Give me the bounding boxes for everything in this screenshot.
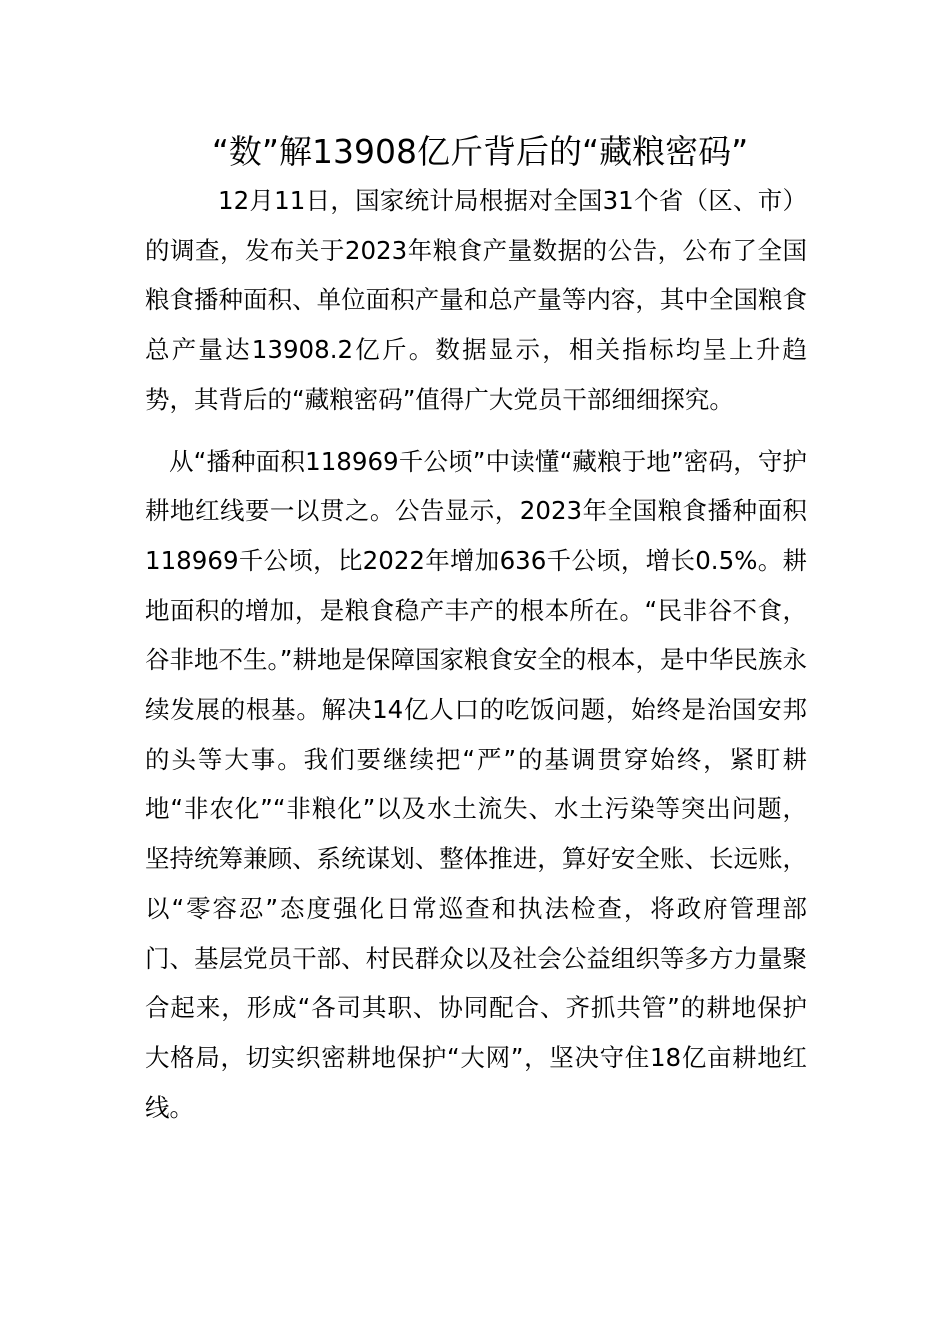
document-title: “数”解13908亿斤背后的“藏粮密码” xyxy=(211,132,749,171)
paragraph-intro: 12月11日，国家统计局根据对全国31个省（区、市）的调查，发布关于2023年粮食产量数据的公告，公布了全国粮食播种面积、单位面积产量和总产量等内容，其中全国粮食总产量达13908.2亿斤。数据显示，相关指标均呈上升趋势，其背后的“藏粮密码”值得广大党员干部细细探究。 xyxy=(145,186,807,414)
document-body xyxy=(145,176,807,1132)
paragraph-farmland: 从“播种面积118969千公顷”中读懂“藏粮于地”密码，守护耕地红线要一以贯之。公告显示，2023年全国粮食播种面积118969千公顷，比2022年增加636千公顷，增长0.5%。耕地面积的增加，是粮食稳产丰产的根本所在。“民非谷不食，谷非地不生。”耕地是保障国家粮食安全的根本，是中华民族永续发展的根基。解决14亿人口的吃饭问题，始终是治国安邦的头等大事。我们要继续把“严”的基调贯穿始终，紧盯耕地“非农化”“非粮化”以及水土流失、水土污染等突出问题，坚持统筹兼顾、系统谋划、整体推进，算好安全账、长远账，以“零容忍”态度强化日常巡查和执法检查，将政府管理部门、基层党员干部、村民群众以及社会公益组织等多方力量聚合起来，形成“各司其职、协同配合、齐抓共管”的耕地保护大格局，切实织密耕地保护“大网”，坚决守住18亿亩耕地红线。 xyxy=(145,446,807,1122)
